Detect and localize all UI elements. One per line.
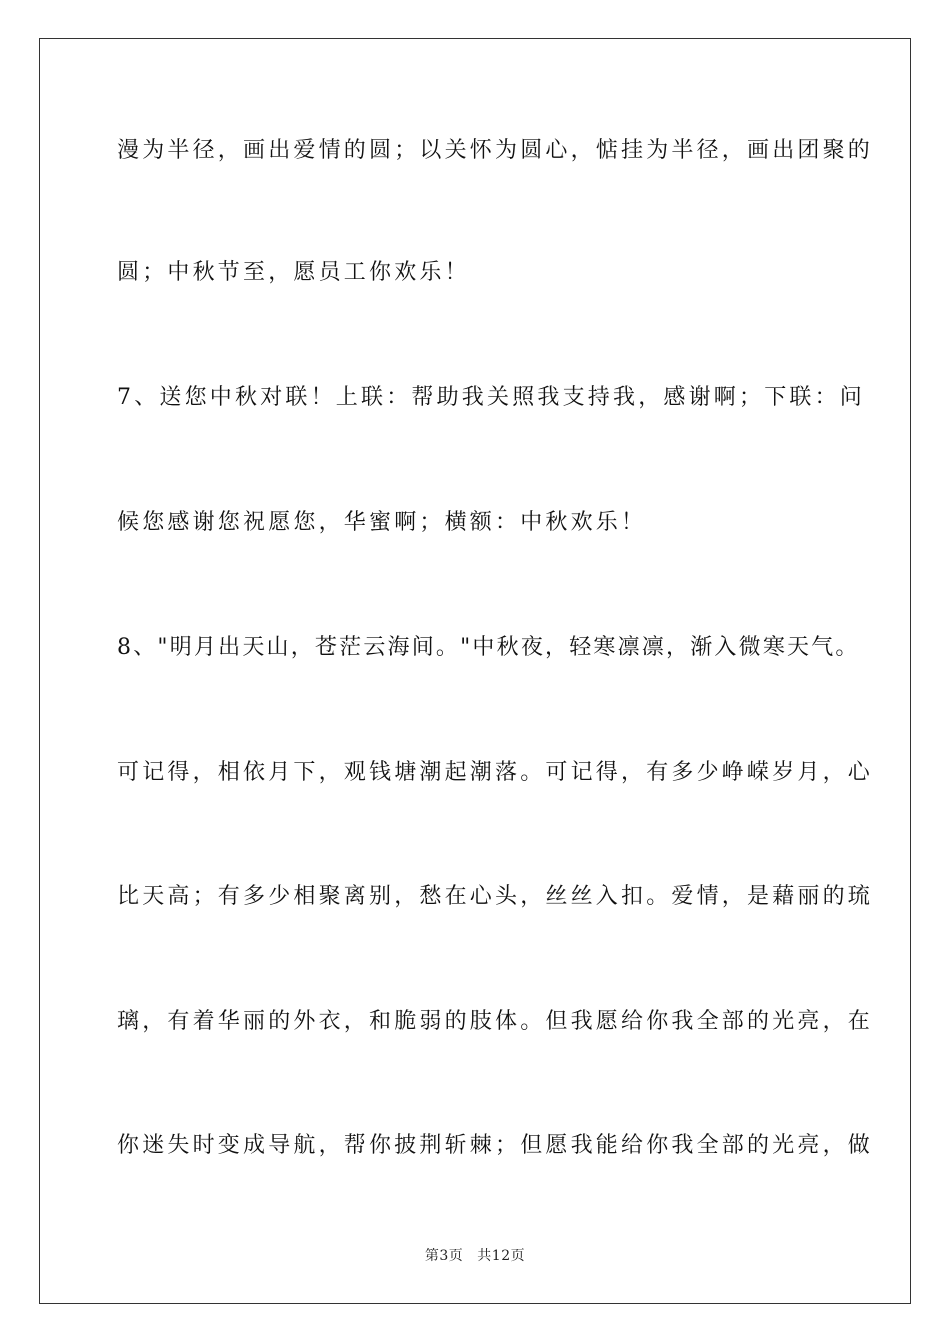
body-text-line-3: 7、送您中秋对联！上联：帮助我关照我支持我，感谢啊；下联：问 (117, 385, 865, 410)
body-text-line-1: 漫为半径，画出爱情的圆；以关怀为圆心，惦挂为半径，画出团聚的 (117, 138, 874, 163)
body-text-line-6: 可记得，相依月下，观钱塘潮起潮落。可记得，有多少峥嵘岁月，心 (117, 760, 874, 785)
body-text-line-2: 圆；中秋节至，愿员工你欢乐！ (117, 260, 470, 285)
body-text-line-8: 璃，有着华丽的外衣，和脆弱的肢体。但我愿给你我全部的光亮，在 (117, 1009, 874, 1034)
page-total: 共12页 (477, 1248, 526, 1264)
body-text-line-4: 候您感谢您祝愿您，华蜜啊；横额：中秋欢乐！ (117, 510, 647, 535)
page-footer (0, 1247, 950, 1265)
page-border (39, 38, 911, 1304)
body-text-line-9: 你迷失时变成导航，帮你披荆斩棘；但愿我能给你我全部的光亮，做 (117, 1133, 874, 1158)
body-text-line-7: 比天高；有多少相聚离别，愁在心头，丝丝入扣。爱情，是藉丽的琉 (117, 884, 874, 909)
body-text-line-5: 8、"明月出天山，苍茫云海间。"中秋夜，轻寒凛凛，渐入微寒天气。 (117, 635, 860, 660)
page-number: 第3页 (424, 1248, 464, 1264)
